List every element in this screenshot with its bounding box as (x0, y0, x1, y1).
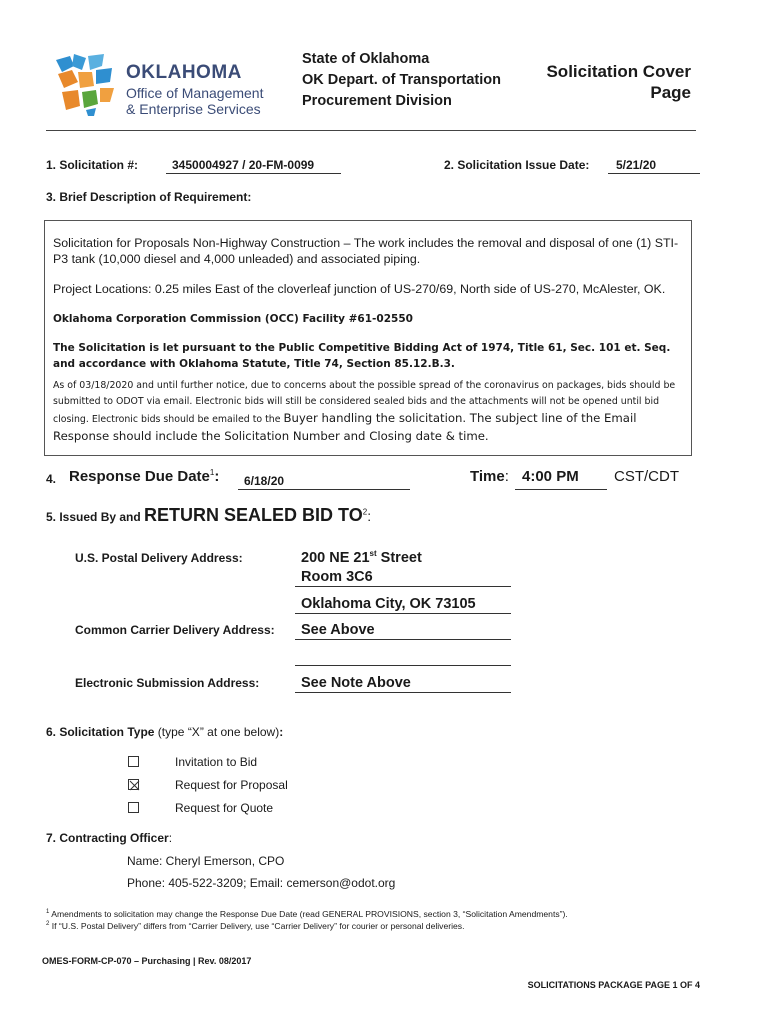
postal-street-line (301, 550, 422, 566)
officer-contact: Phone: 405-522-3209; Email: cemerson@odot.org (127, 876, 396, 890)
response-due-date-field[interactable]: 6/18/20 (238, 474, 410, 490)
agency-line-2: OK Depart. of Transportation (302, 72, 501, 88)
timezone-label: CST/CDT (614, 468, 679, 485)
occ-facility-line: Oklahoma Corporation Commission (OCC) Facility #61-02550 (53, 313, 413, 325)
postal-street-a: 200 NE 21 (301, 550, 370, 566)
page-title-line-2: Page (650, 83, 691, 102)
response-due-label (69, 468, 219, 485)
checkbox-x-icon (129, 780, 140, 791)
footnote-1-ref: 1 (209, 468, 215, 477)
issue-date-label: 2. Solicitation Issue Date: (444, 158, 590, 172)
agency-line-3: Procurement Division (302, 93, 452, 109)
postal-room-line: Room 3C6 (301, 569, 373, 585)
bidding-act-paragraph: The Solicitation is let pursuant to the Public Competitive Bidding Act of 1974, Title 61, Sec. 101 et. Seq. and accordance with Oklahoma Statute, Title 74, Section 85.12.B.3. (53, 342, 671, 370)
form-id-footer: OMES-FORM-CP-070 – Purchasing | Rev. 08/2017 (42, 956, 252, 966)
coronavirus-notice-part-1: As of 03/18/2020 and until further notice, due to concerns about the possible spread of the coronavirus on packages, bids should be submitted to ODOT via email. Electronic bids will still be considered sealed bids and the attachments will not be opened until bid closing. Electronic bids should be emailed to the (53, 380, 676, 425)
time-label-text: Time (470, 468, 505, 485)
issued-by-small: 5. Issued By and (46, 510, 145, 524)
request-for-quote-label: Request for Quote (175, 801, 274, 815)
return-sealed-bid-to: RETURN SEALED BID TO (144, 505, 363, 525)
carrier-address-label: Common Carrier Delivery Address: (75, 623, 275, 637)
electronic-address-underline (295, 692, 511, 693)
contracting-officer-label (46, 831, 172, 845)
footnote-1-text: Amendments to solicitation may change the Response Due Date (read GENERAL PROVISIONS, section 3, “Solicitation Amendments”). (49, 909, 568, 919)
postal-address-underline-1 (295, 586, 511, 587)
solicitation-number-field[interactable]: 3450004927 / 20-FM-0099 (166, 158, 341, 174)
logo-line-2: Office of Management (126, 85, 264, 101)
carrier-address-underline-2 (295, 665, 511, 666)
issued-by-label (46, 505, 371, 526)
contracting-officer-colon: : (168, 831, 173, 845)
solicitation-number-label: 1. Solicitation #: (46, 158, 139, 172)
carrier-address-underline (295, 639, 511, 640)
oklahoma-star-icon (50, 52, 120, 118)
contracting-officer-text: 7. Contracting Officer (46, 831, 169, 845)
response-due-colon: : (214, 468, 220, 485)
footnote-2 (46, 921, 465, 931)
invitation-to-bid-checkbox[interactable] (128, 756, 139, 767)
postal-street-sup: st (369, 549, 377, 559)
footnote-1 (46, 909, 568, 919)
time-label (470, 468, 509, 485)
brief-description-label: 3. Brief Description of Requirement: (46, 190, 252, 204)
solicitation-type-bold: 6. Solicitation Type (46, 725, 155, 739)
request-for-proposal-label: Request for Proposal (175, 778, 288, 792)
footnote-2-text: If “U.S. Postal Delivery” differs from “Carrier Delivery, use “Carrier Delivery” for courier or personal deliveries. (49, 921, 465, 931)
page-number-footer: SOLICITATIONS PACKAGE PAGE 1 OF 4 (527, 980, 700, 990)
footnote-1-num: 1 (46, 909, 50, 916)
coronavirus-notice (53, 378, 689, 446)
header-divider (46, 130, 696, 131)
electronic-address-field[interactable]: See Note Above (301, 675, 411, 691)
carrier-address-field[interactable]: See Above (301, 622, 375, 638)
page-title (491, 61, 691, 103)
response-due-text: Response Due Date (69, 468, 210, 485)
request-for-proposal-checkbox[interactable] (128, 779, 139, 790)
agency-line-1: State of Oklahoma (302, 51, 430, 67)
invitation-to-bid-label: Invitation to Bid (175, 755, 258, 769)
issued-by-colon: : (367, 508, 372, 524)
officer-name: Name: Cheryl Emerson, CPO (127, 854, 285, 868)
postal-address-underline-2 (295, 613, 511, 614)
request-for-quote-checkbox[interactable] (128, 802, 139, 813)
postal-address-label: U.S. Postal Delivery Address: (75, 551, 243, 565)
page-title-line-1: Solicitation Cover (546, 62, 691, 81)
omes-logo (50, 52, 290, 118)
logo-line-3: & Enterprise Services (126, 101, 261, 117)
solicitation-type-label (46, 725, 283, 739)
description-paragraph-2: Project Locations: 0.25 miles East of the cloverleaf junction of US-270/69, North side of US-270, McAlester, OK. (53, 282, 666, 296)
electronic-address-label: Electronic Submission Address: (75, 676, 260, 690)
postal-city-line[interactable]: Oklahoma City, OK 73105 (301, 596, 476, 612)
postal-street-b: Street (376, 550, 422, 566)
coronavirus-notice-part-2: Buyer handling the solicitation. The subject line of the Email Response should include the Solicitation Number and Closing date & time. (53, 411, 637, 443)
logo-wordmark: OKLAHOMA (126, 62, 242, 83)
solicitation-type-colon: : (279, 725, 284, 739)
issue-date-field[interactable]: 5/21/20 (608, 158, 700, 174)
response-time-field[interactable]: 4:00 PM (515, 468, 607, 490)
solicitation-type-rest: (type “X” at one below) (154, 725, 280, 739)
time-label-colon: : (504, 468, 509, 485)
response-number: 4. (46, 472, 57, 486)
footnote-2-ref: 2 (362, 507, 368, 517)
description-paragraph-1: Solicitation for Proposals Non-Highway Construction – The work includes the removal and disposal of one (1) STI-P3 tank (10,000 diesel and 4,000 unleaded) and associated piping. (53, 236, 679, 266)
footnote-2-num: 2 (46, 921, 50, 928)
